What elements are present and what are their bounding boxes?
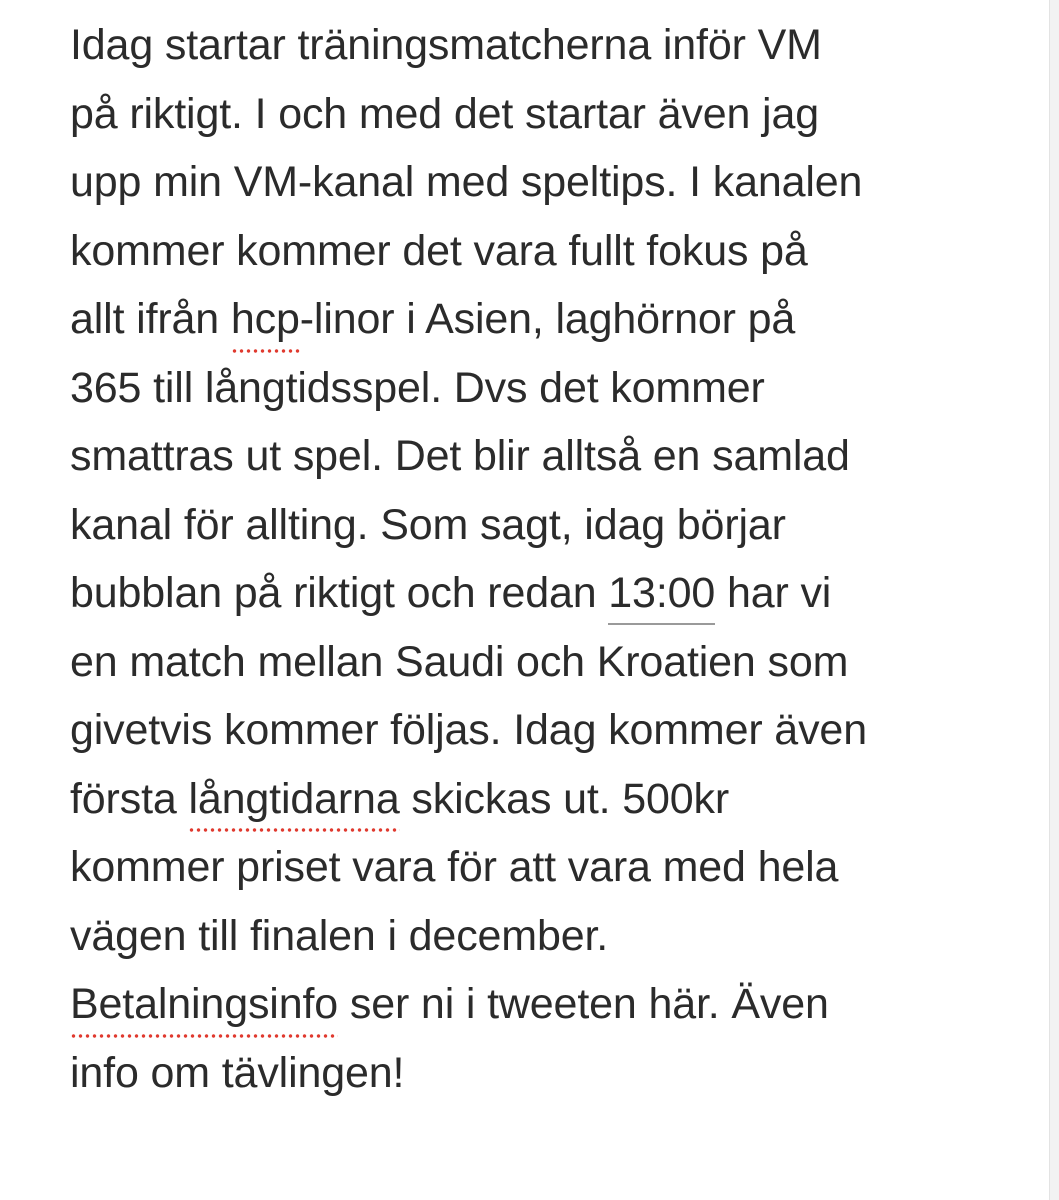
misspelled-word[interactable]: Betalningsinfo [70,970,338,1039]
note-text-segment: bubblan på riktigt och redan [70,569,609,617]
misspelled-word[interactable]: hcp [231,285,300,354]
note-text-segment: har vi [715,569,832,617]
note-text-segment: allt ifrån [70,295,231,343]
note-line: smattras ut spel. Det blir alltså en samlad [70,432,850,480]
note-line: givetvis kommer följas. Idag kommer även [70,706,867,754]
note-line: vägen till finalen i december. [70,911,609,960]
note-body-text[interactable] [70,11,1030,1107]
note-text-segment: skickas ut. 500kr [399,774,730,823]
note-line: Idag startar träningsmatcherna inför VM [70,21,822,69]
time-data-detector-link[interactable]: 13:00 [608,559,715,628]
note-text-segment: -linor i Asien, laghörnor på [299,295,796,343]
scrollbar-track[interactable] [1049,0,1059,1200]
note-line [70,970,1030,1039]
note-line: 365 till långtidsspel. Dvs det kommer [70,363,765,412]
note-line [70,765,1030,834]
note-text-segment: ser ni i tweeten här. Även [338,980,829,1028]
note-line: upp min VM-kanal med speltips. I kanalen [70,158,863,206]
note-line [70,559,1030,628]
note-line: kommer kommer det vara fullt fokus på [70,226,808,275]
note-line: kommer priset vara för att vara med hela [70,843,839,891]
note-line [70,285,1030,354]
note-line: en match mellan Saudi och Kroatien som [70,637,849,686]
note-line: kanal för allting. Som sagt, idag börjar [70,500,786,549]
note-line: info om tävlingen! [70,1048,405,1097]
note-text-segment: första [70,774,189,823]
note-line: på riktigt. I och med det startar även jag [70,89,819,138]
misspelled-word[interactable]: långtidarna [188,765,399,834]
